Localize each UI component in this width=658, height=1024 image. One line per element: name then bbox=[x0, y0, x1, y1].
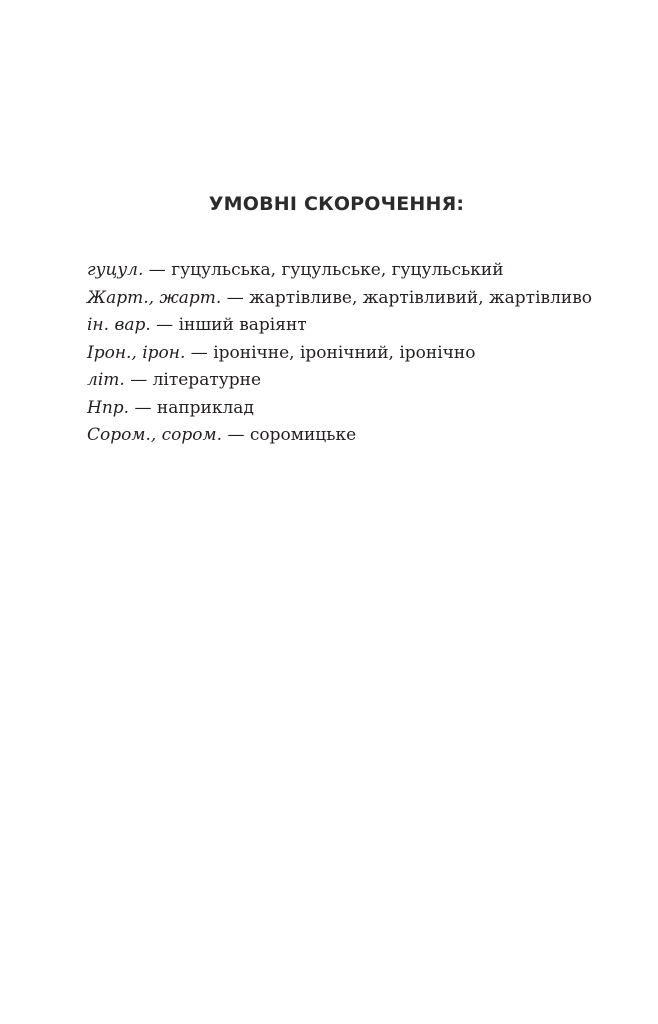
abbreviation-meaning: соромицьке bbox=[249, 425, 357, 445]
abbreviation-meaning: наприклад bbox=[156, 397, 254, 418]
dash: — bbox=[124, 370, 153, 390]
dash: — bbox=[143, 260, 172, 280]
abbreviation: літ. bbox=[87, 370, 125, 390]
dash: — bbox=[150, 315, 179, 335]
abbreviation-meaning: іронічне, іронічний, іронічно bbox=[213, 342, 476, 363]
list-item bbox=[87, 257, 592, 285]
abbreviation-meaning: жартівливе, жартівливий, жартівливо bbox=[249, 287, 593, 308]
dash: — bbox=[129, 397, 157, 418]
abbreviation: Сором., сором. bbox=[87, 425, 223, 445]
page-title: УМОВНІ СКОРОЧЕННЯ: bbox=[208, 193, 465, 215]
list-item bbox=[87, 395, 592, 423]
abbreviation: Нпр. bbox=[87, 397, 130, 418]
abbreviation: Ірон., ірон. bbox=[87, 342, 186, 363]
list-item bbox=[87, 312, 592, 340]
list-item bbox=[87, 367, 592, 395]
abbreviation: ін. вар. bbox=[87, 315, 151, 335]
list-item bbox=[87, 422, 592, 450]
dash: — bbox=[185, 342, 214, 363]
dash: — bbox=[221, 287, 250, 308]
abbreviation-meaning: літературне bbox=[152, 370, 262, 390]
dash: — bbox=[222, 425, 250, 445]
abbreviation: Жарт., жарт. bbox=[87, 287, 222, 308]
abbreviation-list bbox=[87, 257, 592, 450]
abbreviation-meaning: інший варіянт bbox=[178, 315, 307, 335]
abbreviation-meaning: гуцульська, гуцульське, гуцульський bbox=[171, 260, 504, 280]
abbreviation: гуцул. bbox=[87, 260, 144, 280]
list-item bbox=[87, 340, 592, 368]
list-item bbox=[87, 285, 592, 313]
